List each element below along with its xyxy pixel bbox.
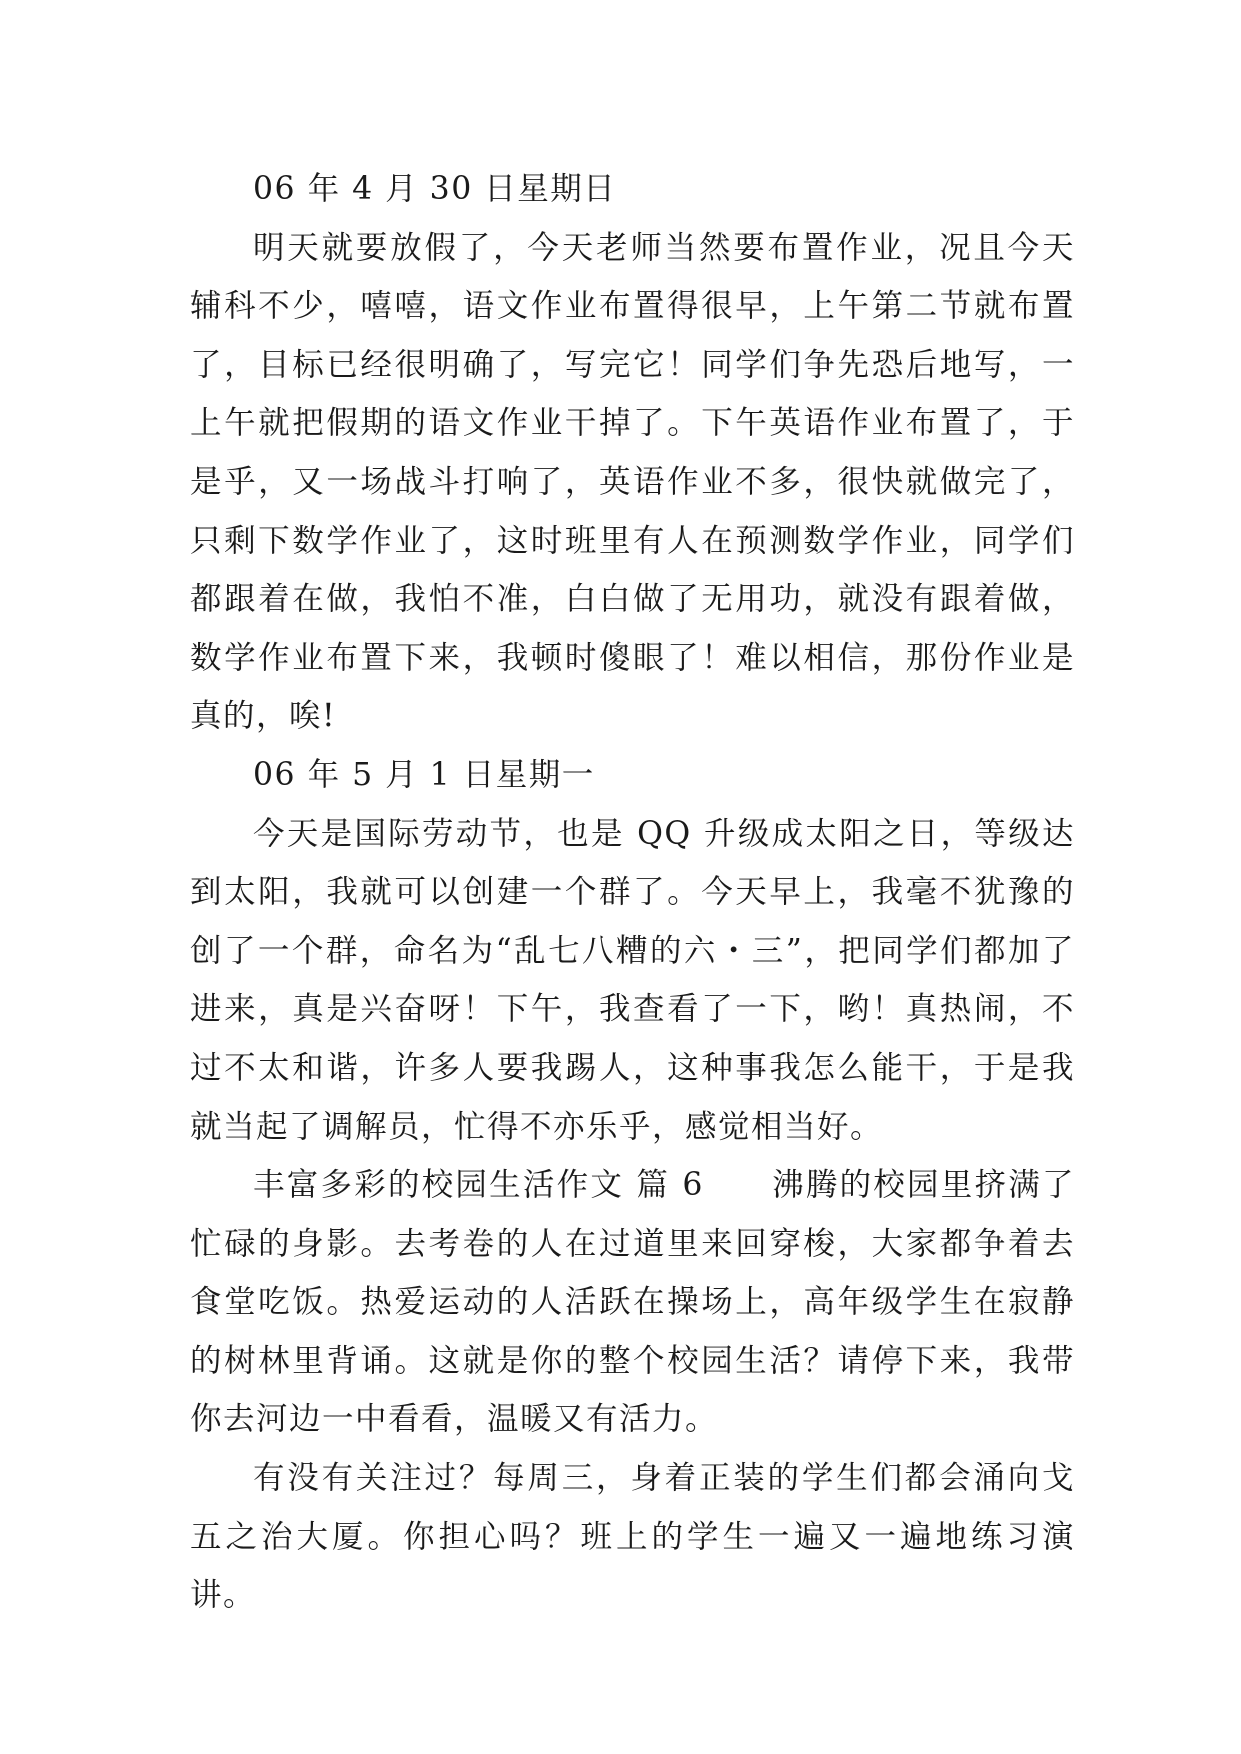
document-body — [190, 160, 1075, 1625]
date-heading: 06 年 5 月 1 日星期一 — [253, 756, 595, 793]
body-paragraph: 今天是国际劳动节，也是 QQ 升级成太阳之日，等级达到太阳，我就可以创建一个群了。今天早上，我毫不犹豫的创了一个群，命名为“乱七八糟的六・三”，把同学们都加了进来，真是兴奋呀！下午，我查看了一下，哟！真热闹，不过不太和谐，许多人要我踢人，这种事我怎么能干，于是我就当起了调解员，忙得不亦乐乎，感觉相当好。 — [190, 815, 1075, 1145]
body-paragraph: 丰富多彩的校园生活作文 篇 6 沸腾的校园里挤满了忙碌的身影。去考卷的人在过道里来回穿梭，大家都争着去食堂吃饭。热爱运动的人活跃在操场上，高年级学生在寂静的树林里背诵。这就是你的整个校园生活？请停下来，我带你去河边一中看看，温暖又有活力。 — [190, 1167, 1075, 1438]
date-heading: 06 年 4 月 30 日星期日 — [253, 171, 617, 207]
body-paragraph: 明天就要放假了，今天老师当然要布置作业，况且今天辅科不少，嘻嘻，语文作业布置得很早，上午第二节就布置了，目标已经很明确了，写完它！同学们争先恐后地写，一上午就把假期的语文作业干掉了。下午英语作业布置了，于是乎，又一场战斗打响了，英语作业不多，很快就做完了，只剩下数学作业了，这时班里有人在预测数学作业，同学们都跟着在做，我怕不准，白白做了无用功，就没有跟着做，数学作业布置下来，我顿时傻眼了！难以相信，那份作业是真的，唉! — [190, 229, 1075, 735]
body-paragraph: 有没有关注过？每周三，身着正装的学生们都会涌向戈五之治大厦。你担心吗？班上的学生一遍又一遍地练习演讲。 — [190, 1460, 1075, 1614]
